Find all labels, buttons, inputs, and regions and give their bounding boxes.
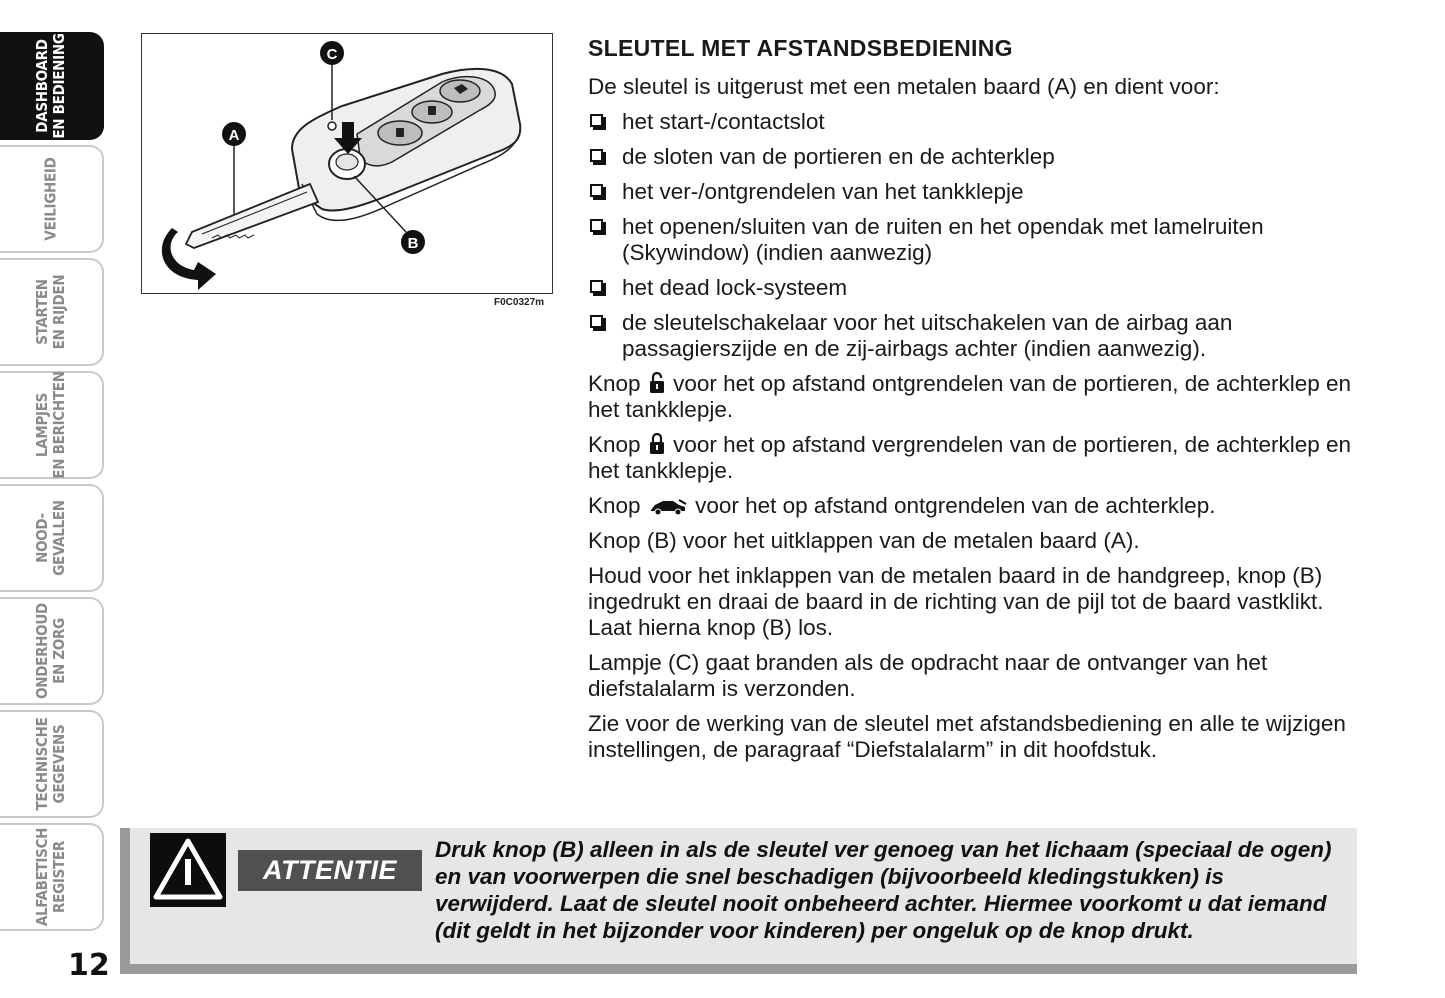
- tab-label: ALFABETISCH REGISTER: [33, 827, 68, 927]
- lock-button-paragraph: Knop voor het op afstand vergrendelen van de portieren, de achterklep en het tankklepje.: [588, 432, 1352, 483]
- tab-label: STARTEN EN RIJDEN: [33, 274, 68, 350]
- figure-code: F0C0327m: [494, 297, 545, 308]
- remote-key-drawing: [142, 34, 552, 293]
- checkbox-bullet-icon: [590, 315, 603, 328]
- tab-starten-en-rijden[interactable]: [0, 258, 104, 366]
- warning-triangle-icon: [150, 833, 226, 907]
- main-text: [588, 34, 1358, 772]
- checkbox-bullet-icon: [590, 149, 603, 162]
- warning-label: ATTENTIE: [238, 850, 422, 891]
- tab-alfabetisch-register[interactable]: [0, 823, 104, 931]
- tab-label: NOOD- GEVALLEN: [33, 500, 68, 576]
- section-title: SLEUTEL MET AFSTANDSBEDIENING: [588, 35, 1013, 61]
- callout-c: C: [326, 46, 338, 63]
- checkbox-bullet-icon: [590, 280, 603, 293]
- list-item: het start-/contactslot: [588, 109, 1358, 135]
- tab-label: TECHNISCHE GEGEVENS: [33, 717, 68, 811]
- list-item: het dead lock-systeem: [588, 275, 1358, 301]
- list-item: het ver-/ontgrendelen van het tankklepje: [588, 179, 1358, 205]
- list-item: de sleutelschakelaar voor het uitschakelen van de airbag aan passagierszijde en de zij-airbags achter (indien aanwezig).: [588, 310, 1358, 362]
- button-b-paragraph: Knop (B) voor het uitklappen van de metalen baard (A).: [588, 528, 1140, 553]
- page-number: 12: [68, 948, 110, 983]
- tab-label: ONDERHOUD EN ZORG: [33, 603, 68, 699]
- callout-a: A: [228, 127, 240, 144]
- feature-list: [588, 109, 1358, 362]
- see-also-paragraph: Zie voor de werking van de sleutel met afstandsbediening en alle te wijzigen instellingen, de paragraaf “Diefstalalarm” in dit hoofdstuk.: [588, 711, 1346, 762]
- callout-b: B: [407, 235, 419, 252]
- tab-onderhoud-en-zorg[interactable]: [0, 597, 104, 705]
- tab-technische-gegevens[interactable]: [0, 710, 104, 818]
- checkbox-bullet-icon: [590, 184, 603, 197]
- tab-label: LAMPJES EN BERICHTEN: [33, 371, 68, 479]
- trunk-button-paragraph: Knop voor het op afstand ontgrendelen van de achterklep.: [588, 493, 1216, 518]
- tab-dashboard-en-bediening[interactable]: [0, 32, 104, 140]
- car-trunk-icon: [649, 498, 687, 516]
- tab-lampjes-en-berichten[interactable]: [0, 371, 104, 479]
- tab-label: DASHBOARD EN BEDIENING: [33, 33, 68, 139]
- list-item: de sloten van de portieren en de achterklep: [588, 144, 1358, 170]
- tab-veiligheid[interactable]: [0, 145, 104, 253]
- key-illustration: [141, 33, 553, 294]
- tab-label: VEILIGHEID: [41, 157, 60, 241]
- checkbox-bullet-icon: [590, 219, 603, 232]
- intro-paragraph: De sleutel is uitgerust met een metalen baard (A) en dient voor:: [588, 74, 1220, 99]
- checkbox-bullet-icon: [590, 114, 603, 127]
- warning-box: [120, 828, 1357, 974]
- warning-text: Druk knop (B) alleen in als de sleutel ver genoeg van het lichaam (speciaal de ogen) en van voorwerpen die snel beschadigen (bijvoorbeeld kledingstukken) is verwijderd. Laat de sleutel nooit onbeheerd achter. Hiermee voorkomt u dat iemand (dit geldt in het bijzonder voor kinderen) per ongeluk op de knop drukt.: [435, 837, 1332, 943]
- locked-padlock-icon: [649, 433, 665, 455]
- fold-back-paragraph: Houd voor het inklappen van de metalen baard in de handgreep, knop (B) ingedrukt en draai de baard in de richting van de pijl tot de baard vastklikt. Laat hierna knop (B) los.: [588, 563, 1324, 640]
- list-item: het openen/sluiten van de ruiten en het opendak met lamelruiten (Skywindow) (indien aanwezig): [588, 214, 1358, 266]
- led-paragraph: Lampje (C) gaat branden als de opdracht naar de ontvanger van het diefstalalarm is verzonden.: [588, 650, 1268, 701]
- unlock-button-paragraph: Knop voor het op afstand ontgrendelen van de portieren, de achterklep en het tankklepje.: [588, 371, 1352, 422]
- tab-noodgevallen[interactable]: [0, 484, 104, 592]
- unlocked-padlock-icon: [649, 372, 665, 394]
